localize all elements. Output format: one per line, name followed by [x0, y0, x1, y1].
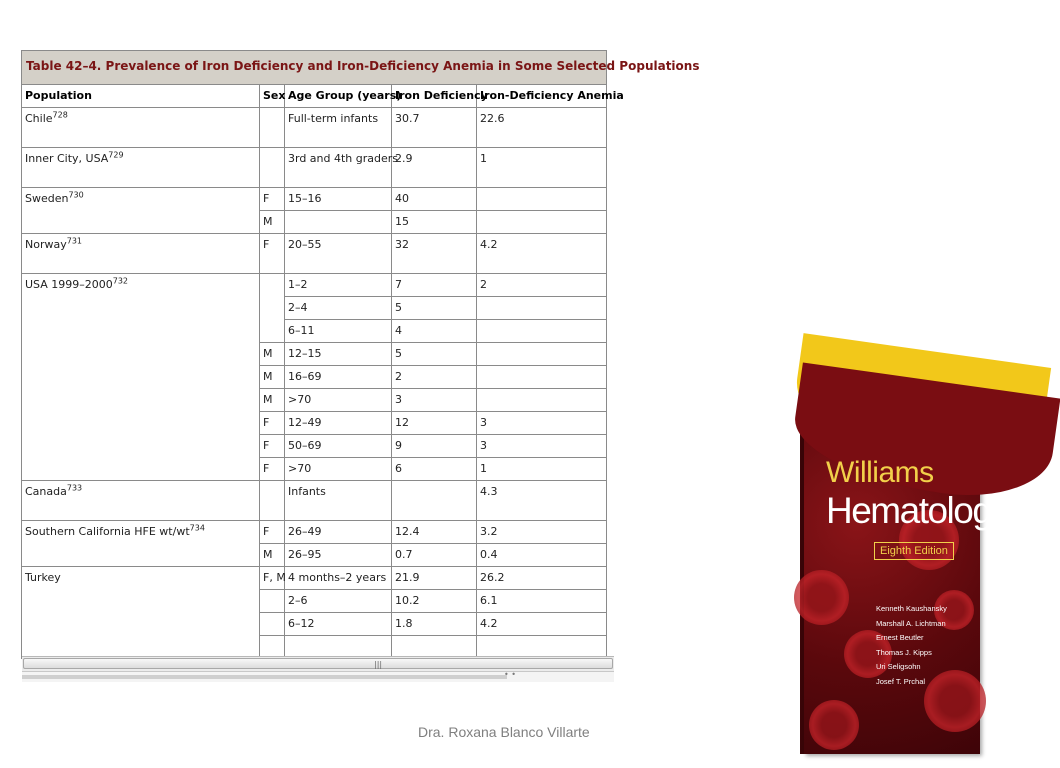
outer-scrollbar-thumb[interactable]	[22, 675, 507, 679]
book-author: Marshall A. Lichtman	[876, 618, 946, 628]
cell-iron-def: 4	[392, 320, 477, 343]
population-text: Turkey	[25, 571, 61, 584]
cell-age: 12–49	[285, 412, 392, 435]
cell-sex: F	[260, 521, 285, 544]
cell-iron-def	[392, 481, 477, 521]
cell-iron-def: 6	[392, 458, 477, 481]
cell-iron-def: 2	[392, 366, 477, 389]
cell-age: 2–4	[285, 297, 392, 320]
table-viewport	[20, 50, 700, 682]
blood-cell-decoration	[809, 700, 859, 750]
header-age-group: Age Group (years)	[285, 85, 392, 108]
scrollbar-thumb[interactable]	[23, 658, 613, 669]
book-cover-image	[800, 370, 1009, 754]
book-authors	[876, 602, 976, 689]
header-population: Population	[22, 85, 260, 108]
cell-age: 2–6	[285, 590, 392, 613]
cell-anemia: 6.1	[477, 590, 607, 613]
population-text: Southern California HFE wt/wt	[25, 525, 190, 538]
cell-sex: F	[260, 412, 285, 435]
book-cover	[804, 370, 1009, 754]
book-author: Ernest Beutler	[876, 633, 924, 642]
cell-iron-def: 9	[392, 435, 477, 458]
cell-sex	[260, 148, 285, 188]
cell-iron-def: 32	[392, 234, 477, 274]
cell-age: 20–55	[285, 234, 392, 274]
reference-superscript: 728	[52, 110, 68, 120]
table-row	[22, 567, 607, 590]
cell-anemia: 0.4	[477, 544, 607, 567]
cell-iron-def: 12.4	[392, 521, 477, 544]
cell-anemia	[477, 366, 607, 389]
cell-anemia: 26.2	[477, 567, 607, 590]
cell-anemia	[477, 297, 607, 320]
cell-iron-def: 7	[392, 274, 477, 297]
cell-anemia: 2	[477, 274, 607, 297]
reference-superscript: 733	[66, 483, 83, 493]
book-title-line1: Williams	[826, 456, 934, 489]
cell-age: 4 months–2 years	[285, 567, 392, 590]
outer-scrollbar[interactable]	[22, 672, 614, 682]
cell-anemia: 4.2	[477, 613, 607, 636]
cell-population	[22, 108, 260, 148]
population-text: USA 1999–2000	[25, 278, 113, 291]
cell-iron-def: 15	[392, 211, 477, 234]
cell-sex	[260, 590, 285, 613]
cell-age: 15–16	[285, 188, 392, 211]
table-row	[22, 521, 607, 544]
cell-age: 3rd and 4th graders	[285, 148, 392, 188]
cell-sex: F	[260, 458, 285, 481]
cell-age: 12–15	[285, 343, 392, 366]
cell-anemia: 3	[477, 435, 607, 458]
cell-sex: M	[260, 544, 285, 567]
cell-anemia	[477, 320, 607, 343]
cell-sex	[260, 613, 285, 636]
cell-age: 26–95	[285, 544, 392, 567]
cell-age: Infants	[285, 481, 392, 521]
cell-sex: M	[260, 389, 285, 412]
cell-iron-def: 5	[392, 297, 477, 320]
cell-anemia: 1	[477, 458, 607, 481]
book-edition: Eighth Edition	[874, 542, 954, 560]
cell-population	[22, 274, 260, 481]
cell-iron-def: 10.2	[392, 590, 477, 613]
header-sex: Sex	[260, 85, 285, 108]
cell-sex	[260, 481, 285, 521]
cell-sex: M	[260, 211, 285, 234]
table-caption: Table 42–4. Prevalence of Iron Deficiency and Iron-Deficiency Anemia in Some Selected Populations	[22, 51, 607, 85]
population-text: Norway	[25, 238, 67, 251]
cell-iron-def: 0.7	[392, 544, 477, 567]
table-row	[22, 108, 607, 148]
cell-population	[22, 481, 260, 521]
population-text: Sweden	[25, 192, 69, 205]
book-author: Thomas J. Kipps	[876, 647, 932, 657]
cell-iron-def: 1.8	[392, 613, 477, 636]
table-row	[22, 481, 607, 521]
cell-iron-def: 12	[392, 412, 477, 435]
cell-sex: F	[260, 435, 285, 458]
book-author: Kenneth Kaushansky	[876, 604, 947, 613]
cell-iron-def: 2.9	[392, 148, 477, 188]
reference-superscript: 731	[66, 236, 83, 246]
scrollbar-grip-icon: |||	[374, 660, 383, 669]
cell-population	[22, 148, 260, 188]
reference-superscript: 730	[68, 190, 84, 200]
cell-iron-def: 30.7	[392, 108, 477, 148]
cell-anemia: 22.6	[477, 108, 607, 148]
book-title-line2: Hematology	[826, 490, 1009, 531]
table-row	[22, 234, 607, 274]
population-text: Canada	[25, 485, 67, 498]
reference-superscript: 729	[108, 150, 124, 160]
cell-anemia	[477, 188, 607, 211]
cell-anemia	[477, 389, 607, 412]
cell-sex: M	[260, 366, 285, 389]
cell-age: 6–12	[285, 613, 392, 636]
population-text: Chile	[25, 112, 53, 125]
cell-anemia: 4.2	[477, 234, 607, 274]
cell-iron-def: 21.9	[392, 567, 477, 590]
horizontal-scrollbar[interactable]	[22, 656, 614, 672]
cell-sex: F	[260, 188, 285, 211]
table-row	[22, 188, 607, 211]
cell-population	[22, 521, 260, 567]
cell-iron-def: 3	[392, 389, 477, 412]
reference-superscript: 734	[189, 523, 205, 533]
cell-age	[285, 211, 392, 234]
cell-age: 26–49	[285, 521, 392, 544]
footer-author: Dra. Roxana Blanco Villarte	[418, 724, 590, 740]
cell-population	[22, 567, 260, 659]
cell-sex	[260, 108, 285, 148]
cell-sex: F, M	[260, 567, 285, 590]
table-row	[22, 148, 607, 188]
cell-population	[22, 188, 260, 234]
cell-sex: F	[260, 234, 285, 274]
header-iron-deficiency-anemia: Iron-Deficiency Anemia	[477, 85, 607, 108]
cell-age: 16–69	[285, 366, 392, 389]
cell-population	[22, 234, 260, 274]
cell-sex: M	[260, 343, 285, 366]
cell-iron-def: 40	[392, 188, 477, 211]
cell-age: 1–2	[285, 274, 392, 297]
population-text: Inner City, USA	[25, 152, 109, 165]
book-author: Uri Seligsohn	[876, 662, 921, 671]
cell-sex	[260, 274, 285, 343]
cell-age: 6–11	[285, 320, 392, 343]
table-row	[22, 274, 607, 297]
cell-age: 50–69	[285, 435, 392, 458]
cell-age: >70	[285, 389, 392, 412]
iron-deficiency-table	[21, 50, 700, 659]
cell-age: >70	[285, 458, 392, 481]
header-iron-deficiency: Iron Deficiency	[392, 85, 477, 108]
reference-superscript: 732	[112, 276, 129, 286]
cell-anemia: 3.2	[477, 521, 607, 544]
outer-scrollbar-dots: • •	[504, 670, 516, 679]
blood-cell-decoration	[794, 570, 849, 625]
book-author: Josef T. Prchal	[876, 676, 926, 686]
cell-iron-def: 5	[392, 343, 477, 366]
cell-age: Full-term infants	[285, 108, 392, 148]
cell-anemia: 1	[477, 148, 607, 188]
cell-anemia: 4.3	[477, 481, 607, 521]
cell-anemia	[477, 211, 607, 234]
cell-anemia	[477, 343, 607, 366]
cell-anemia: 3	[477, 412, 607, 435]
